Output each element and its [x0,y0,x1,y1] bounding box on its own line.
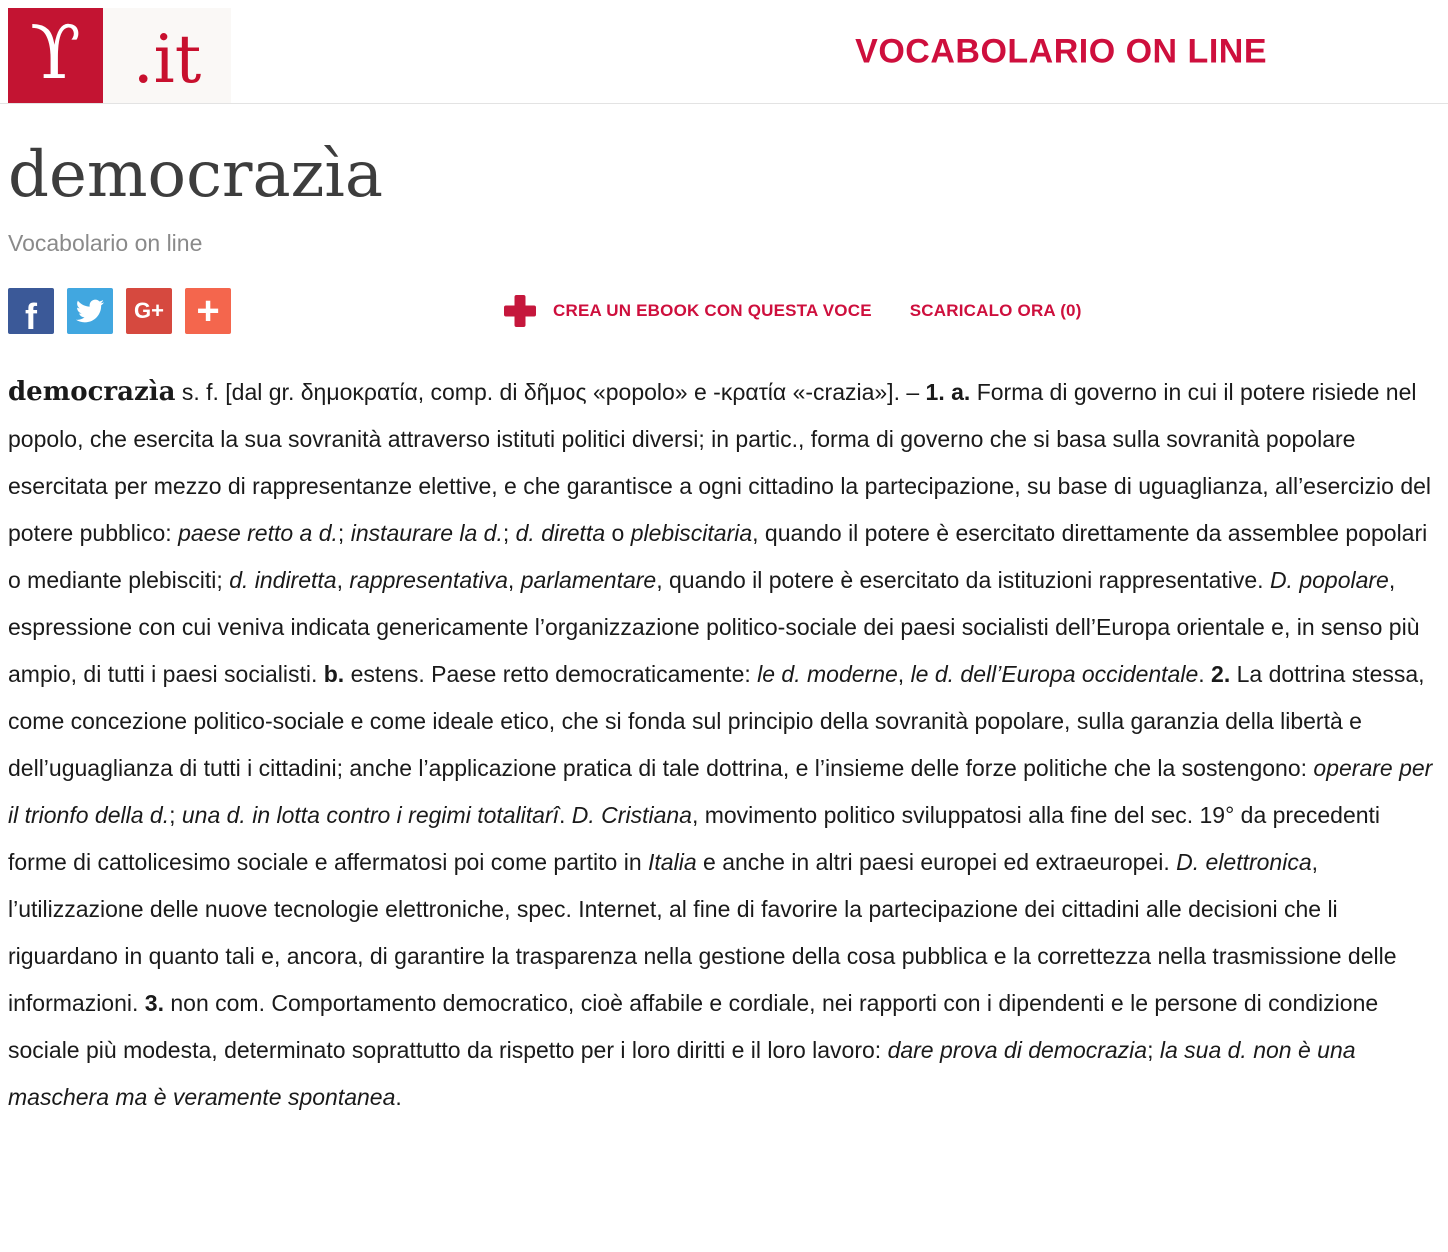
definition-segment: le d. moderne [757,661,898,688]
definition-segment: democrazìa [8,377,176,408]
definition-segment: ; [337,520,351,547]
treccani-logo[interactable] [8,8,231,103]
more-share-button[interactable] [185,288,231,334]
definition-segment: d. diretta [515,520,606,547]
definition-segment: Forma di governo in cui il potere risiede nel popolo, che esercita la sua sovranità attraverso istituti politici diversi; in partic., forma di governo che si basa sulla sovranità popolare esercitata per mezzo di rappresentanze elettive, e che garantisce a ogni cittadino la partecipazione, su base di uguaglianza, all’esercizio del potere pubblico: [8,379,1432,547]
definition-segment: , quando il potere è esercitato direttamente da assemblee popolari o mediante plebisciti; [8,520,1428,594]
definition-segment: , [507,567,521,594]
definition-segment: . [559,802,572,829]
definition-segment: . [1198,661,1212,688]
definition-segment: d. indiretta [229,567,337,594]
entry-title: democrazìa [8,138,383,212]
treccani-logo-icon [8,8,103,103]
logo-it-suffix: .it [103,8,231,103]
main-content [0,140,1448,1161]
facebook-icon: f [25,296,37,335]
definition-segment: ; [502,520,516,547]
definition-segment: operare per il trionfo della d. [8,755,1433,829]
ebook-create-link[interactable]: CREA UN EBOOK CON QUESTA VOCE [553,301,872,321]
twitter-share-button[interactable] [67,288,113,334]
definition-segment: dare prova di democrazia [887,1037,1148,1064]
definition-segment: D. popolare [1269,567,1389,594]
definition-segment: non com. Comportamento democratico, cioè affabile e cordiale, nei rapporti con i dipendenti e le persone di condizione sociale più modesta, determinato soprattutto da rispetto per i loro diritti e il loro lavoro: [8,990,1379,1064]
definition-segment: , l’utilizzazione delle nuove tecnologie elettroniche, spec. Internet, al fine di favorire la partecipazione dei cittadini alle decisioni che li riguardano in quanto tali e, ancora, di garantire la trasparenza nella gestione della cosa pubblica e la correttezza nella trasmissione delle informazioni. [8,849,1397,1017]
definition-segment: ; [169,802,182,829]
entry-subtitle: Vocabolario on line [8,230,203,257]
definition-segment: 1. a. [925,379,971,406]
definition-segment: instaurare la d. [350,520,503,547]
definition-segment: rappresentativa [349,567,508,594]
definition-segment: ; [1147,1037,1160,1064]
definition-segment: , espressione con cui veniva indicata genericamente l’organizzazione politico-sociale dei paesi socialisti dell’Europa orientale e, in senso più ampio, di tutti i paesi socialisti. [8,567,1420,688]
definition-segment: , [897,661,911,688]
definition-segment: La dottrina stessa, come concezione politico-sociale e come ideale etico, che si fonda sul principio della sovranità popolare, sulla garanzia della libertà e dell’uguaglianza di tutti i cittadini; anche l’applicazione pratica di tale dottrina, e l’insieme delle forze politiche che la sostengono: [8,661,1425,782]
definition-segment: le d. dell’Europa occidentale [910,661,1199,688]
definition-segment: o [605,520,631,547]
definition-segment: , [336,567,350,594]
actions-row [8,287,1440,335]
definition-segment: una d. in lotta contro i regimi totalitarî [181,802,560,829]
definition-segment: paese retto a d. [178,520,338,547]
logo-upsilon-glyph: ϒ [30,9,81,96]
definition-segment: plebiscitaria [630,520,753,547]
section-banner: VOCABOLARIO ON LINE [855,32,1267,70]
googleplus-icon: G+ [134,298,164,324]
definition-segment: estens. Paese retto democraticamente: [344,661,758,688]
ebook-download-link[interactable]: SCARICALO ORA (0) [909,301,1082,321]
ebook-actions [503,294,1082,328]
site-header [0,0,1448,104]
plus-icon: + [196,289,220,334]
facebook-share-button[interactable] [8,288,54,334]
share-buttons [8,288,231,334]
definition-segment: b. [323,661,345,688]
definition-segment: la sua d. non è una maschera ma è veramente spontanea [8,1037,1356,1111]
definition-segment: Italia [648,849,697,876]
twitter-icon [76,297,104,325]
definition-segment: D. elettronica [1176,849,1312,876]
definition-segment: D. Cristiana [571,802,692,829]
definition-segment: s. f. [dal gr. δημοκρατία, comp. di δῆμος «popolo» e -κρατία «-crazia»]. – [175,379,926,406]
definition-segment: 3. [144,990,164,1017]
ebook-plus-icon [503,294,537,328]
definition-segment: , movimento politico sviluppatosi alla fine del sec. 19° da precedenti forme di cattolicesimo sociale e affermatosi poi come partito in [8,802,1381,876]
googleplus-share-button[interactable] [126,288,172,334]
definition-segment: , quando il potere è esercitato da istituzioni rappresentative. [656,567,1270,594]
definition-segment: parlamentare [520,567,657,594]
definition-segment: e anche in altri paesi europei ed extraeuropei. [696,849,1177,876]
definition-segment: 2. [1211,661,1231,688]
definition-segment: . [395,1084,402,1111]
definition-text [8,369,1440,1161]
